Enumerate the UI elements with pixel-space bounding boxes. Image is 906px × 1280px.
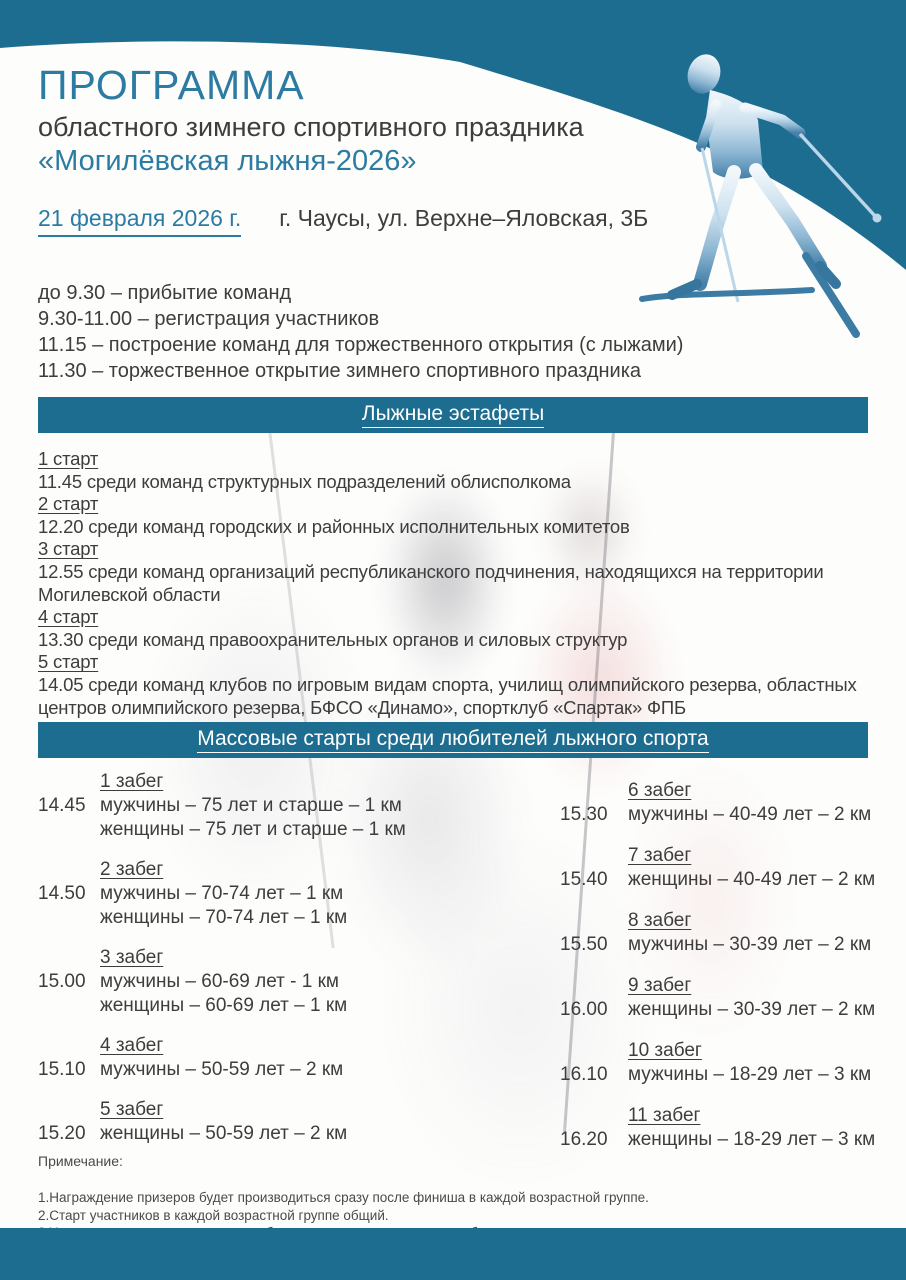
race-line: женщины – 50-59 лет – 2 км <box>100 1123 348 1144</box>
date-location-row <box>38 205 648 237</box>
mass-races-left-column <box>38 770 528 1162</box>
race-time: 15.30 <box>560 804 608 825</box>
race-line: женщины – 60-69 лет – 1 км <box>100 995 348 1016</box>
start-line: 11.45 среди команд структурных подразделений облисполкома <box>38 470 571 492</box>
bottom-band <box>0 1228 906 1280</box>
race-block <box>38 770 528 842</box>
start-line: центров олимпийского резерва, БФСО «Динамо», спортклуб «Спартак» ФПБ <box>38 696 686 718</box>
race-label: 4 забег <box>100 1035 164 1056</box>
race-line: женщины – 18-29 лет – 3 км <box>628 1129 876 1150</box>
race-line: мужчины – 60-69 лет - 1 км <box>100 971 339 992</box>
race-label: 7 забег <box>628 845 692 866</box>
banner-label: Лыжные эстафеты <box>362 402 544 428</box>
schedule-line: 9.30-11.00 – регистрация участников <box>38 308 380 330</box>
race-block <box>560 974 906 1022</box>
race-time: 16.20 <box>560 1129 608 1150</box>
section-banner-relay <box>38 397 868 433</box>
start-line: 14.05 среди команд клубов по игровым видам спорта, училищ олимпийского резерва, областных <box>38 673 857 695</box>
race-line: мужчины – 50-59 лет – 2 км <box>100 1059 344 1080</box>
race-line: мужчины – 30-39 лет – 2 км <box>628 934 872 955</box>
race-label: 6 забег <box>628 780 692 801</box>
race-block <box>38 1098 528 1146</box>
schedule-line: 11.30 – торжественное открытие зимнего спортивного праздника <box>38 360 642 382</box>
race-label: 1 забег <box>100 771 164 792</box>
race-block <box>560 1039 906 1087</box>
race-time: 16.00 <box>560 999 608 1020</box>
race-label: 9 забег <box>628 975 692 996</box>
race-label: 11 забег <box>628 1105 701 1126</box>
schedule-line: до 9.30 – прибытие команд <box>38 282 292 304</box>
start-label: 4 старт <box>38 606 99 628</box>
race-line: мужчины – 75 лет и старше – 1 км <box>100 795 402 816</box>
race-label: 5 забег <box>100 1099 164 1120</box>
start-line: 12.20 среди команд городских и районных исполнительных комитетов <box>38 515 630 537</box>
race-time: 15.50 <box>560 934 608 955</box>
race-time: 15.20 <box>38 1123 86 1144</box>
race-label: 2 забег <box>100 859 164 880</box>
race-line: мужчины – 40-49 лет – 2 км <box>628 804 872 825</box>
banner-label: Массовые старты среди любителей лыжного спорта <box>197 727 708 753</box>
page-subtitle: областного зимнего спортивного праздника <box>38 112 584 142</box>
race-block <box>560 844 906 892</box>
page-title: ПРОГРАММА <box>38 62 305 108</box>
footnotes-title: Примечание: <box>38 1153 123 1169</box>
event-location: г. Чаусы, ул. Верхне–Яловская, 3Б <box>279 205 649 231</box>
race-time: 15.00 <box>38 971 86 992</box>
race-line: мужчины – 70-74 лет – 1 км <box>100 883 344 904</box>
race-label: 10 забег <box>628 1040 702 1061</box>
start-label: 1 старт <box>38 448 99 469</box>
mass-races-right-column <box>560 779 906 1169</box>
schedule-line: 11.15 – построение команд для торжественного открытия (с лыжами) <box>38 334 684 356</box>
day-schedule <box>38 280 683 384</box>
race-block <box>38 858 528 930</box>
race-block <box>560 779 906 827</box>
start-line: Могилевской области <box>38 583 221 605</box>
start-line: 13.30 среди команд правоохранительных органов и силовых структур <box>38 628 628 650</box>
start-label: 2 старт <box>38 493 99 515</box>
race-line: женщины – 30-39 лет – 2 км <box>628 999 876 1020</box>
race-label: 3 забег <box>100 947 164 968</box>
race-block <box>560 909 906 957</box>
start-line: 12.55 среди команд организаций республиканского подчинения, находящихся на территории <box>38 560 824 582</box>
race-time: 14.50 <box>38 883 86 904</box>
section-banner-mass <box>38 722 868 758</box>
relay-starts-list <box>38 448 857 719</box>
event-name: «Могилёвская лыжня-2026» <box>38 145 417 177</box>
race-line: женщины – 40-49 лет – 2 км <box>628 869 876 890</box>
note-item: 1.Награждение призеров будет производиться сразу после финиша в каждой возрастной группе. <box>38 1190 649 1205</box>
race-line: женщины – 70-74 лет – 1 км <box>100 907 348 928</box>
race-line: мужчины – 18-29 лет – 3 км <box>628 1064 872 1085</box>
race-time: 16.10 <box>560 1064 608 1085</box>
race-time: 15.40 <box>560 869 608 890</box>
note-item: 2.Старт участников в каждой возрастной группе общий. <box>38 1207 389 1223</box>
race-block <box>560 1104 906 1152</box>
race-block <box>38 1034 528 1082</box>
start-label: 5 старт <box>38 651 99 673</box>
event-date: 21 февраля 2026 г. <box>38 205 241 237</box>
race-time: 14.45 <box>38 795 86 816</box>
race-line: женщины – 75 лет и старше – 1 км <box>100 819 406 840</box>
race-label: 8 забег <box>628 910 692 931</box>
race-time: 15.10 <box>38 1059 86 1080</box>
start-label: 3 старт <box>38 538 99 560</box>
race-block <box>38 946 528 1018</box>
